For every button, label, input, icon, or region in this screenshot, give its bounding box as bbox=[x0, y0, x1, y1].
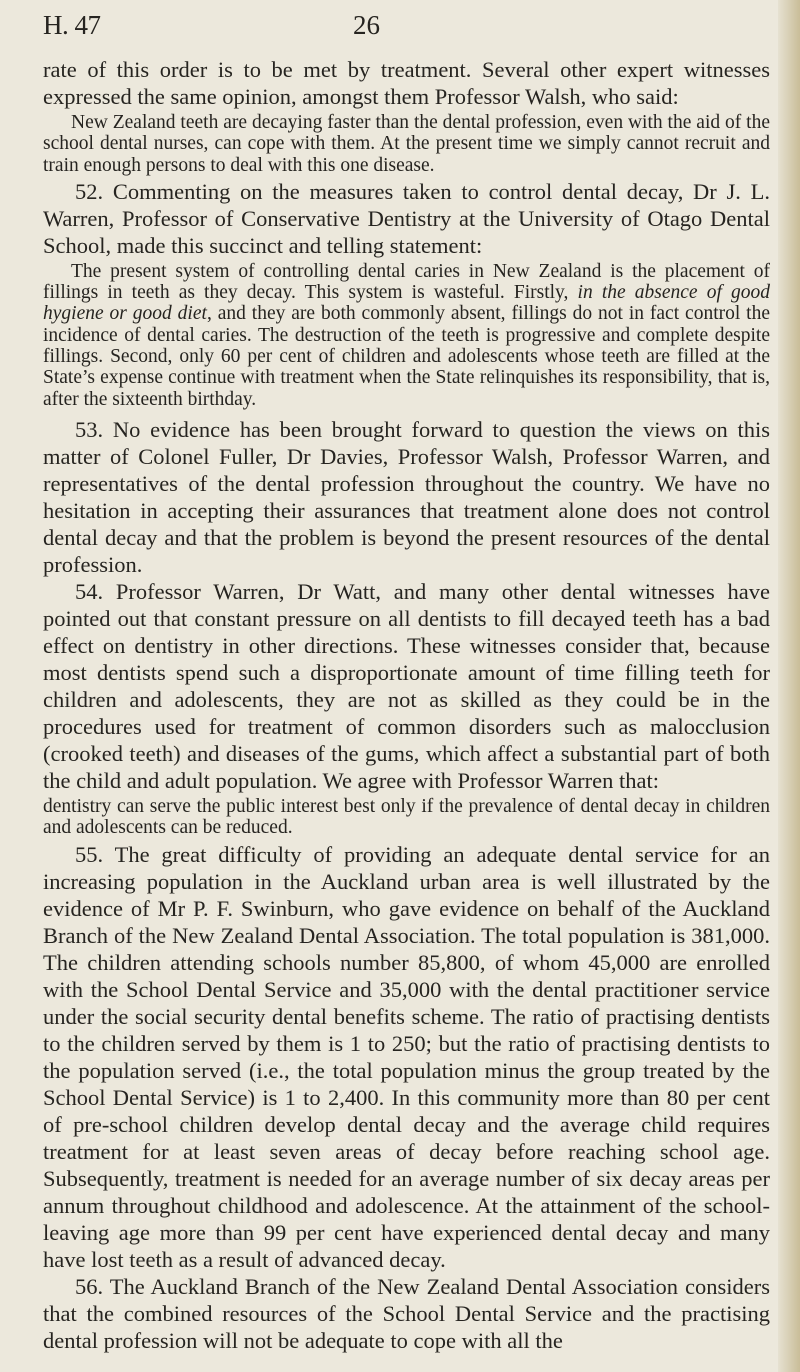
paragraph-54: 54. Professor Warren, Dr Watt, and many other dental witnesses have pointed out that constant pressure on all dentists to fill decayed teeth has a bad effect on dentistry in other directions. These witnesses consider that, because most dentists spend such a disproportionate amount of time filling teeth for children and adolescents, they are not as skilled as they could be in the procedures used for treatment of common disorders such as malocclusion (crooked teeth) and diseases of the gums, which affect a substantial part of both the child and adult population. We agree with Professor Warren that: bbox=[43, 578, 770, 793]
page-edge-shadow bbox=[778, 0, 800, 1372]
document-reference: H. 47 bbox=[43, 10, 101, 40]
paragraph-55: 55. The great difficulty of providing an adequate dental service for an increasing population in the Auckland urban area is well illustrated by the evidence of Mr P. F. Swinburn, who gave evidence on behalf of the Auckland Branch of the New Zealand Dental Association. The total population is 381,000. The children attending schools number 85,800, of whom 45,000 are enrolled with the School Dental Service and 35,000 with the dental practitioner service under the social security dental benefits scheme. The ratio of practising dentists to the children served by them is 1 to 250; but the ratio of practising dentists to the population served (i.e., the total population minus the group treated by the School Dental Service) is 1 to 2,400. In this community more than 80 per cent of pre-school children develop dental decay and the average child requires treatment for at least seven areas of decay before reaching school age. Subsequently, treatment is needed for an average number of six decay areas per annum throughout childhood and adolescence. At the attainment of the school-leaving age more than 99 per cent have experienced dental decay and many have lost teeth as a result of advanced decay. bbox=[43, 841, 770, 1272]
paragraph-continuation: rate of this order is to be met by treatment. Several other expert witnesses expressed the same opinion, amongst them Professor Walsh, who said: bbox=[43, 57, 770, 109]
paragraph-53: 53. No evidence has been brought forward to question the views on this matter of Colonel Fuller, Dr Davies, Professor Walsh, Professor Warren, and representatives of the dental profession throughout the country. We have no hesitation in accepting their assurances that treatment alone does not control dental decay and that the problem is beyond the present resources of the dental profession. bbox=[43, 416, 770, 577]
page-number: 26 bbox=[353, 10, 380, 40]
quotation-warren bbox=[43, 261, 770, 410]
quotation-warren-emphasis: in the absence of good hygiene or good diet bbox=[43, 282, 771, 325]
quotation-warren-2: dentistry can serve the public interest best only if the prevalence of dental decay in children and adolescents can be reduced. bbox=[43, 795, 770, 839]
page-body bbox=[43, 56, 770, 1354]
paragraph-56: 56. The Auckland Branch of the New Zealand Dental Association considers that the combined resources of the School Dental Service and the practising dental profession will not be adequate to cope with all the bbox=[43, 1273, 770, 1353]
paragraph-52: 52. Commenting on the measures taken to control dental decay, Dr J. L. Warren, Professor of Conservative Dentistry at the University of Otago Dental School, made this succinct and telling statement: bbox=[43, 178, 770, 258]
quotation-walsh: New Zealand teeth are decaying faster than the dental profession, even with the aid of the school dental nurses, can cope with them. At the present time we simply cannot recruit and train enough persons to deal with this one disease. bbox=[43, 112, 770, 176]
quotation-warren-part2: , and they are both commonly absent, fillings do not in fact control the incidence of dental caries. The destruction of the teeth is progressive and complete despite fillings. Second, only 60 per cent of children and adolescents whose teeth are filled at the State’s expense continue with treatment when the State relinquishes its responsibility, that is, after the sixteenth birthday. bbox=[43, 303, 770, 410]
quotation-warren-part1: The present system of controlling dental caries in New Zealand is the placement of fillings in teeth as they decay. This system is wasteful. Firstly, bbox=[43, 260, 770, 304]
page-header bbox=[43, 6, 770, 46]
